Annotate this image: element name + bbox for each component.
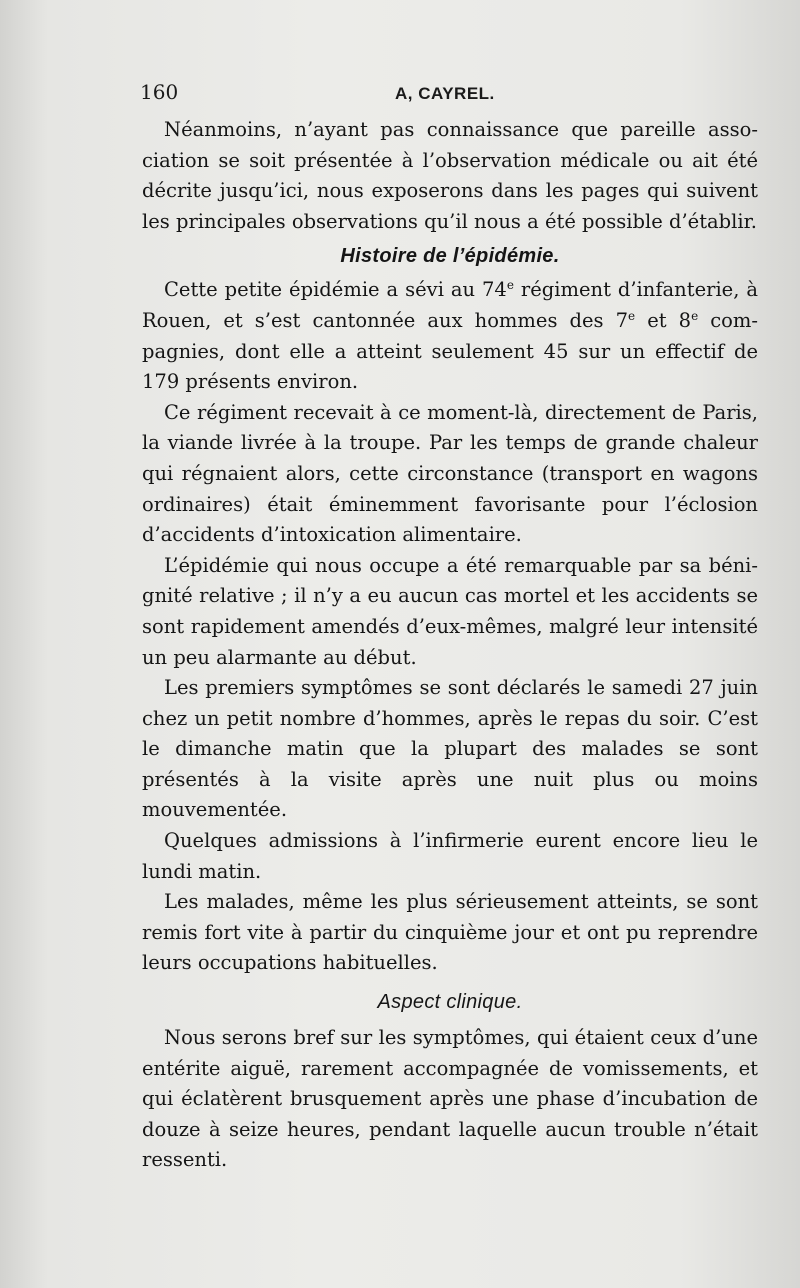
page-number: 160 [140,80,179,104]
paragraph-epidemie [142,275,758,397]
paragraph-guerison: Les malades, même les plus sérieusement atteints, se sont remis fort vite à partir du cinquième jour et ont pu reprendre leurs occupations habituelles. [142,890,758,975]
page-header [140,80,760,110]
paragraph-clinique: Nous serons bref sur les symptômes, qui étaient ceux d’une entérite aiguë, rarement accompagnée de vomissements, et qui éclatèrent brusquement après une phase d’incubation de douze à seize heures, pendant laquelle aucun trouble n’était ressenti. [142,1026,758,1172]
paragraph-epidemie-part-d: compagnies, dont elle a atteint seulement 45 sur un effectif de 179 présents environ. [142,308,758,394]
paragraph-benignite: L’épidémie qui nous occupe a été remarquable par sa bénignité relative ; il n’y a eu aucun cas mortel et les accidents se sont rapidement amendés d’eux-mêmes, malgré leur intensité un peu alarmante au début. [142,553,758,669]
paragraph-epidemie-part-c: et 8 [635,308,692,332]
superscript-e-1: e [506,278,514,293]
paragraph-regiment: Ce régiment recevait à ce moment-là, directement de Paris, la viande livrée à la troupe. Par les temps de grande chaleur qui régnaient alors, cette circonstance (transport en wagons ordinaires) était éminemment favorisante pour l’éclosion d’accidents d’intoxication alimentaire. [142,400,758,547]
paragraph-epidemie-part-b: régiment d’infanterie, à Rouen, et s’est cantonnée aux hommes des 7 [142,278,758,332]
paragraph-admissions: Quelques admissions à l’infirmerie eurent encore lieu le lundi matin. [142,829,758,883]
paragraph-epidemie-part-a: Cette petite épidémie a sévi au 74 [164,278,507,302]
superscript-e-3: e [691,308,699,323]
section-heading-aspect-clinique: Aspect clinique. [377,991,523,1014]
section-heading-histoire: Histoire de l’épidémie. [340,245,560,268]
paragraph-intro: Néanmoins, n’ayant pas connaissance que pareille association se soit présentée à l’observation médicale ou ait été décrite jusqu’ici, nous exposerons dans les pages qui suivent les principales observations qu’il nous a été possible d’établir. [142,118,758,233]
paragraph-symptomes: Les premiers symptômes se sont déclarés le samedi 27 juin chez un petit nombre d’hommes, après le repas du soir. C’est le dimanche matin que la plupart des malades se sont présentés à la visite après une nuit plus ou moins mouvementée. [142,676,758,822]
body-text [142,115,758,1176]
running-head: A, CAYREL. [395,84,495,103]
superscript-e-2: e [628,308,636,323]
